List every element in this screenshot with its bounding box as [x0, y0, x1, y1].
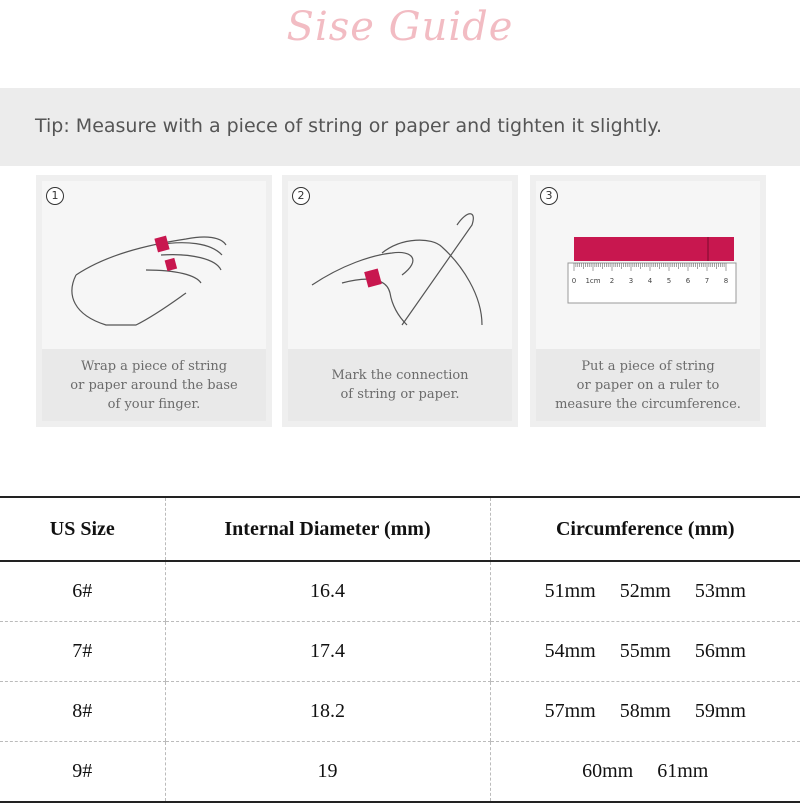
size-cell: 6#	[0, 561, 165, 622]
circumference-value: 54mm	[544, 640, 596, 662]
circumference-value: 56mm	[694, 640, 746, 662]
table-row	[0, 682, 800, 742]
ruler-label: 8	[723, 277, 729, 285]
step-3-panel	[530, 175, 766, 427]
diameter-cell: 16.4	[165, 561, 490, 622]
table-row	[0, 561, 800, 622]
diameter-cell: 17.4	[165, 622, 490, 682]
diameter-cell: 19	[165, 742, 490, 803]
step-2-caption: Mark the connection of string or paper.	[288, 349, 512, 421]
step-1-caption: Wrap a piece of string or paper around the base of your finger.	[42, 349, 266, 421]
page-title: Sise Guide	[286, 4, 514, 50]
circumference-value: 61mm	[657, 760, 709, 782]
table-row	[0, 742, 800, 803]
ruler-label: 1cm	[585, 277, 601, 285]
circumference-value: 52mm	[619, 580, 671, 602]
step-1-number: 1	[46, 187, 64, 205]
size-cell: 8#	[0, 682, 165, 742]
tip-text: Tip: Measure with a piece of string or paper and tighten it slightly.	[35, 115, 663, 137]
circumference-value: 55mm	[619, 640, 671, 662]
circumference-value: 60mm	[582, 760, 634, 782]
diameter-cell: 18.2	[165, 682, 490, 742]
step-1-panel	[36, 175, 272, 427]
ruler-label: 7	[704, 277, 710, 285]
ruler-label: 0	[571, 277, 577, 285]
step-3-number: 3	[540, 187, 558, 205]
header-us-size: US Size	[0, 497, 165, 561]
circumference-value: 53mm	[694, 580, 746, 602]
circumference-value: 57mm	[544, 700, 596, 722]
circumference-cell	[490, 682, 800, 742]
circumference-value: 51mm	[544, 580, 596, 602]
step-2-panel	[282, 175, 518, 427]
step-2-number: 2	[292, 187, 310, 205]
step-3-caption: Put a piece of string or paper on a ruler to measure the circumference.	[536, 349, 760, 421]
circumference-cell	[490, 561, 800, 622]
circumference-cell	[490, 622, 800, 682]
circumference-cell	[490, 742, 800, 803]
ruler-label: 3	[628, 277, 634, 285]
ruler-label: 4	[647, 277, 653, 285]
circumference-value: 59mm	[694, 700, 746, 722]
table-row	[0, 622, 800, 682]
table-header-row	[0, 497, 800, 561]
ruler-label: 5	[666, 277, 672, 285]
size-table	[0, 496, 800, 803]
ruler-label: 6	[685, 277, 691, 285]
circumference-value: 58mm	[619, 700, 671, 722]
header-internal-diameter: Internal Diameter (mm)	[165, 497, 490, 561]
size-cell: 7#	[0, 622, 165, 682]
ruler-label: 2	[609, 277, 615, 285]
header-circumference: Circumference (mm)	[490, 497, 800, 561]
size-cell: 9#	[0, 742, 165, 803]
